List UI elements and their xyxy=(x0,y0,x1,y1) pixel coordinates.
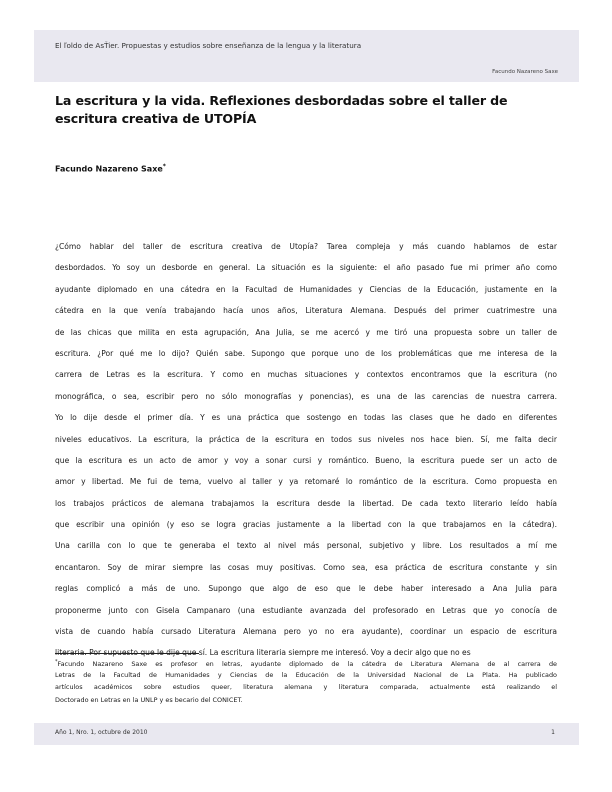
body-line: cátedra en la que venía trabajando hacía unos años, Literatura Alemana. Después del primer cuatrimestre una xyxy=(55,306,557,316)
footnote-mark: * xyxy=(55,659,58,665)
body-line: Yo lo dije desde el primer día. Y es una práctica que sostengo en todas las clases que he dado en diferentes xyxy=(55,413,557,423)
body-line: ¿Cómo hablar del taller de escritura creativa de Utopía? Tarea compleja y más cuando hablamos de estar xyxy=(55,242,557,251)
footnote-line: Letras de la Facultad de Humanidades y Ciencias de la Educación de la Universidad Nacional de La Plata. Ha publicado xyxy=(55,670,557,679)
footnote-marker: * xyxy=(162,163,166,170)
body-line: literaria. Por supuesto que le dije que sí. La escritura literaria siempre me interesó. Voy a decir algo que no es xyxy=(55,648,471,658)
footnote-line xyxy=(55,656,557,669)
journal-title: El ľoldo de AsŤier. Propuestas y estudios sobre enseñanza de la lengua y la literatura xyxy=(55,41,362,50)
footnote-text: Facundo Nazareno Saxe es profesor en letras, ayudante diplomado de la cátedra de Literatura Alemana de al carrera de xyxy=(57,660,557,669)
body-line: de las chicas que milita en esta agrupación, Ana Julia, se me acercó y me tiró una propuesta sobre un taller de xyxy=(55,327,557,337)
body-line: carrera de Letras es la escritura. Y como en muchas situaciones y contextos encontramos que la escritura (no xyxy=(55,370,557,380)
body-line: reglas complicó a más de uno. Supongo que algo de eso que le debe haber interesado a Ana Julia para xyxy=(55,584,557,594)
page-number: 1 xyxy=(551,729,555,736)
body-line: Una carilla con lo que te generaba el texto al nivel más personal, subjetivo y libre. Los resultados a mí me xyxy=(55,541,557,551)
body-line: que la escritura es un acto de amor y voy a sonar cursi y romántico. Bueno, la escritura puede ser un acto de xyxy=(55,455,557,465)
body-line: niveles educativos. La escritura, la práctica de la escritura en todos sus niveles nos hace bien. Sí, me falta decir xyxy=(55,434,557,444)
author-name: Facundo Nazareno Saxe xyxy=(55,164,163,174)
running-author: Facundo Nazareno Saxe xyxy=(492,69,558,75)
body-line: desbordados. Yo soy un desborde en general. La situación es la siguiente: el año pasado fue mi primer año como xyxy=(55,263,557,273)
footnote-line: Doctorado en Letras en la UNLP y es becario del CONICET. xyxy=(55,695,243,704)
body-line: encantaron. Soy de mirar siempre las cosas muy positivas. Como sea, esa práctica de escritura constante y sin xyxy=(55,562,557,572)
footnote-line: artículos académicos sobre estudios queer, literatura alemana y literatura comparada, actualmente está realizando el xyxy=(55,683,557,692)
body-line: amor y libertad. Me fui de tema, vuelvo al taller y ya retomaré lo romántico de la escritura. Como propuesta en xyxy=(55,477,557,487)
byline xyxy=(55,163,166,174)
body-line: vista de cuando había cursado Literatura Alemana pero yo no era ayudante), coordinar un espacio de escritura xyxy=(55,627,557,637)
body-line: ayudante diplomado en una cátedra en la Facultad de Humanidades y Ciencias de la Educación, justamente en la xyxy=(55,284,557,294)
body-line: proponerme junto con Gisela Campanaro (una estudiante avanzada del profesorado en Letras que yo conocía de xyxy=(55,605,557,615)
footnote-divider xyxy=(55,653,199,654)
issue-info: Año 1, Nro. 1, octubre de 2010 xyxy=(55,729,148,736)
footnote xyxy=(55,656,557,706)
body-text xyxy=(55,236,557,664)
body-line: que escribir una opinión (y eso se logra gracias justamente a la libertad con la que trabajamos en la cátedra). xyxy=(55,520,557,530)
body-line: monográfica, o sea, escribir pero no sólo monografías y ponencias), es una de las carencias de nuestra carrera. xyxy=(55,391,557,401)
article-title: La escritura y la vida. Reflexiones desbordadas sobre el taller de escritura creativa de UTOPÍA xyxy=(55,93,508,126)
body-line: los trabajos prácticos de alemana trabajamos la escritura desde la libertad. De cada texto literario leído había xyxy=(55,498,557,508)
body-line: escritura. ¿Por qué me lo dijo? Quién sabe. Supongo que porque uno de los problemáticas que me interesa de la xyxy=(55,348,557,358)
